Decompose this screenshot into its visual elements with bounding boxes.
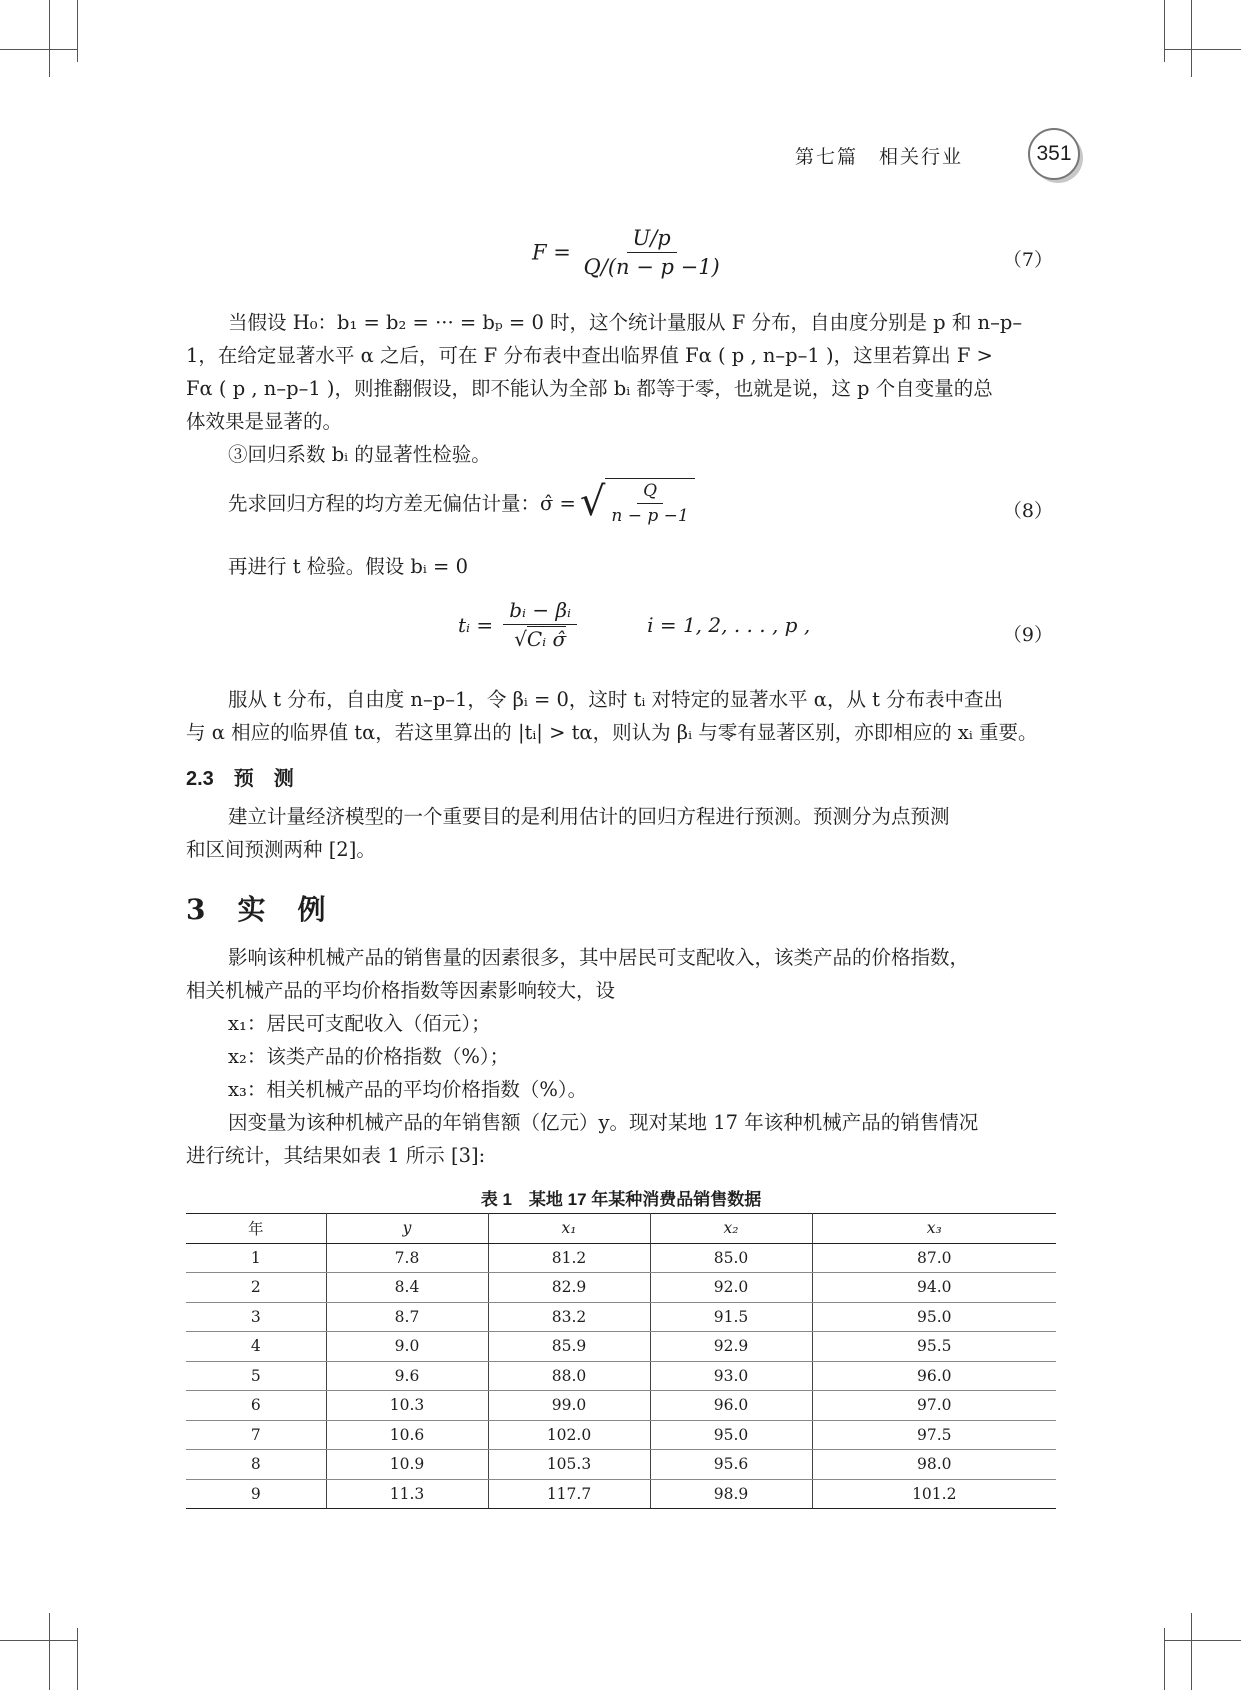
cell-x1: 99.0 xyxy=(488,1391,650,1421)
para1-line1: 当假设 H₀：b₁ = b₂ = ··· = bₚ = 0 时，这个统计量服从 F 分布，自由度分别是 p 和 n–p– xyxy=(228,311,1023,334)
table-row xyxy=(186,1302,1056,1332)
crop-mark xyxy=(49,0,50,77)
variable-x2: x₂：该类产品的价格指数（%）； xyxy=(228,1045,510,1068)
cell-x1: 81.2 xyxy=(488,1243,650,1273)
cell-year: 5 xyxy=(186,1361,326,1391)
cell-x1: 102.0 xyxy=(488,1420,650,1450)
table-row xyxy=(186,1450,1056,1480)
table-row xyxy=(186,1479,1056,1509)
cell-year: 4 xyxy=(186,1332,326,1362)
item-3: ③回归系数 bᵢ 的显著性检验。 xyxy=(228,443,491,466)
table-row xyxy=(186,1361,1056,1391)
crop-mark xyxy=(49,1613,50,1690)
cell-x3: 87.0 xyxy=(812,1243,1056,1273)
page-number: 351 xyxy=(1028,128,1080,180)
cell-x2: 92.0 xyxy=(650,1273,812,1303)
prediction-paragraph xyxy=(186,800,1056,866)
header-y: y xyxy=(326,1214,488,1244)
cell-x3: 97.0 xyxy=(812,1391,1056,1421)
cell-y: 11.3 xyxy=(326,1479,488,1509)
running-header: 第七篇 相关行业 xyxy=(794,146,963,168)
para3-line2: 和区间预测两种 [2]。 xyxy=(186,838,376,861)
crop-mark xyxy=(1191,0,1192,77)
eq8-denominator: n − p −1 xyxy=(611,506,689,526)
t-test-line: 再进行 t 检验。假设 bᵢ = 0 xyxy=(228,555,468,578)
header-x3: x₃ xyxy=(812,1214,1056,1244)
cell-x3: 98.0 xyxy=(812,1450,1056,1480)
header-x2: x₂ xyxy=(650,1214,812,1244)
header-year: 年 xyxy=(186,1214,326,1244)
cell-year: 2 xyxy=(186,1273,326,1303)
eq8-fraction xyxy=(605,478,694,526)
cell-x1: 105.3 xyxy=(488,1450,650,1480)
table-row xyxy=(186,1332,1056,1362)
table-row xyxy=(186,1391,1056,1421)
cell-x3: 96.0 xyxy=(812,1361,1056,1391)
eq7-fraction xyxy=(578,226,726,279)
cell-year: 6 xyxy=(186,1391,326,1421)
table-row xyxy=(186,1243,1056,1273)
cell-y: 8.7 xyxy=(326,1302,488,1332)
section-heading-2-3: 2.3 预 测 xyxy=(186,768,294,790)
cell-x1: 88.0 xyxy=(488,1361,650,1391)
equation-number-8: （8） xyxy=(1002,500,1053,522)
table-header-row xyxy=(186,1214,1056,1244)
crop-mark xyxy=(0,49,77,50)
para2-line2: 与 α 相应的临界值 tα，若这里算出的 |tᵢ| > tα，则认为 βᵢ 与零有显著区别，亦即相应的 xᵢ 重要。 xyxy=(186,721,1038,744)
para4-line1: 影响该种机械产品的销售量的因素很多，其中居民可支配收入，该类产品的价格指数， xyxy=(228,946,970,969)
page-number-badge xyxy=(1028,128,1080,180)
variable-x3: x₃：相关机械产品的平均价格指数（%）。 xyxy=(228,1078,588,1101)
crop-mark xyxy=(1164,0,1165,62)
equation-7 xyxy=(532,226,726,279)
table-caption: 表 1 某地 17 年某种消费品销售数据 xyxy=(480,1190,762,1209)
crop-mark xyxy=(1164,1640,1241,1641)
sqrt-sign: √ xyxy=(514,627,527,651)
eq9-denominator xyxy=(508,625,572,651)
eq8-numerator: Q xyxy=(637,481,663,504)
section-heading-3: 3 实 例 xyxy=(186,893,328,926)
cell-year: 1 xyxy=(186,1243,326,1273)
cell-y: 10.3 xyxy=(326,1391,488,1421)
para1-line2: 1，在给定显著水平 α 之后，可在 F 分布表中查出临界值 Fα ( p , n–p–1 )，这里若算出 F > xyxy=(186,344,993,367)
crop-mark xyxy=(77,1628,78,1690)
para3-line1: 建立计量经济模型的一个重要目的是利用估计的回归方程进行预测。预测分为点预测 xyxy=(228,805,950,828)
cell-x2: 85.0 xyxy=(650,1243,812,1273)
eq8-text: 先求回归方程的均方差无偏估计量：σ̂ = xyxy=(228,492,576,515)
para4-line2: 相关机械产品的平均价格指数等因素影响较大，设 xyxy=(186,979,616,1002)
table-row xyxy=(186,1273,1056,1303)
sales-data-table xyxy=(186,1213,1056,1509)
cell-x2: 95.0 xyxy=(650,1420,812,1450)
cell-y: 8.4 xyxy=(326,1273,488,1303)
cell-y: 7.8 xyxy=(326,1243,488,1273)
para1-line4: 体效果是显著的。 xyxy=(186,410,343,433)
cell-x3: 101.2 xyxy=(812,1479,1056,1509)
cell-x2: 96.0 xyxy=(650,1391,812,1421)
cell-year: 7 xyxy=(186,1420,326,1450)
cell-x1: 117.7 xyxy=(488,1479,650,1509)
crop-mark xyxy=(0,1640,77,1641)
equation-9 xyxy=(458,598,810,651)
crop-mark xyxy=(1164,49,1241,50)
eq9-fraction xyxy=(503,598,577,651)
crop-mark xyxy=(1191,1613,1192,1690)
cell-x1: 82.9 xyxy=(488,1273,650,1303)
cell-x2: 98.9 xyxy=(650,1479,812,1509)
cell-year: 8 xyxy=(186,1450,326,1480)
cell-y: 10.6 xyxy=(326,1420,488,1450)
cell-year: 3 xyxy=(186,1302,326,1332)
eq7-lhs: F = xyxy=(532,240,571,265)
para4-line4: 进行统计，其结果如表 1 所示 [3]: xyxy=(186,1144,486,1167)
equation-number-7: （7） xyxy=(1002,249,1053,271)
sqrt-sign: √ xyxy=(579,479,606,525)
eq7-denominator: Q/(n − p −1) xyxy=(583,255,720,279)
cell-y: 10.9 xyxy=(326,1450,488,1480)
cell-x1: 85.9 xyxy=(488,1332,650,1362)
equation-number-9: （9） xyxy=(1002,624,1053,646)
para4-line3: 因变量为该种机械产品的年销售额（亿元）y。现对某地 17 年该种机械产品的销售情况 xyxy=(228,1111,979,1134)
table-row xyxy=(186,1420,1056,1450)
para1-line3: Fα ( p , n–p–1 )，则推翻假设，即不能认为全部 bᵢ 都等于零，也就是说，这 p 个自变量的总 xyxy=(186,377,993,400)
cell-x3: 95.5 xyxy=(812,1332,1056,1362)
cell-x2: 95.6 xyxy=(650,1450,812,1480)
cell-x3: 95.0 xyxy=(812,1302,1056,1332)
eq9-range: i = 1, 2, . . . , p , xyxy=(647,612,811,637)
t-distribution-paragraph xyxy=(186,683,1056,749)
cell-x2: 91.5 xyxy=(650,1302,812,1332)
cell-x2: 93.0 xyxy=(650,1361,812,1391)
cell-x2: 92.9 xyxy=(650,1332,812,1362)
cell-y: 9.6 xyxy=(326,1361,488,1391)
eq9-lhs: tᵢ = xyxy=(458,612,494,637)
example-paragraph xyxy=(186,941,1056,1172)
crop-mark xyxy=(1164,1628,1165,1690)
equation-8 xyxy=(228,478,695,526)
cell-x1: 83.2 xyxy=(488,1302,650,1332)
header-x1: x₁ xyxy=(488,1214,650,1244)
eq9-numerator: bᵢ − βᵢ xyxy=(503,598,577,625)
cell-x3: 97.5 xyxy=(812,1420,1056,1450)
cell-x3: 94.0 xyxy=(812,1273,1056,1303)
cell-y: 9.0 xyxy=(326,1332,488,1362)
hypothesis-paragraph xyxy=(186,306,1056,471)
eq7-numerator: U/p xyxy=(627,226,677,253)
para2-line1: 服从 t 分布，自由度 n–p–1，令 βᵢ = 0，这时 tᵢ 对特定的显著水平 α，从 t 分布表中查出 xyxy=(228,688,1004,711)
variable-x1: x₁：居民可支配收入（佰元）； xyxy=(228,1012,491,1035)
eq9-denominator-text: Cᵢ σ̂ xyxy=(526,627,567,651)
crop-mark xyxy=(77,0,78,62)
cell-year: 9 xyxy=(186,1479,326,1509)
